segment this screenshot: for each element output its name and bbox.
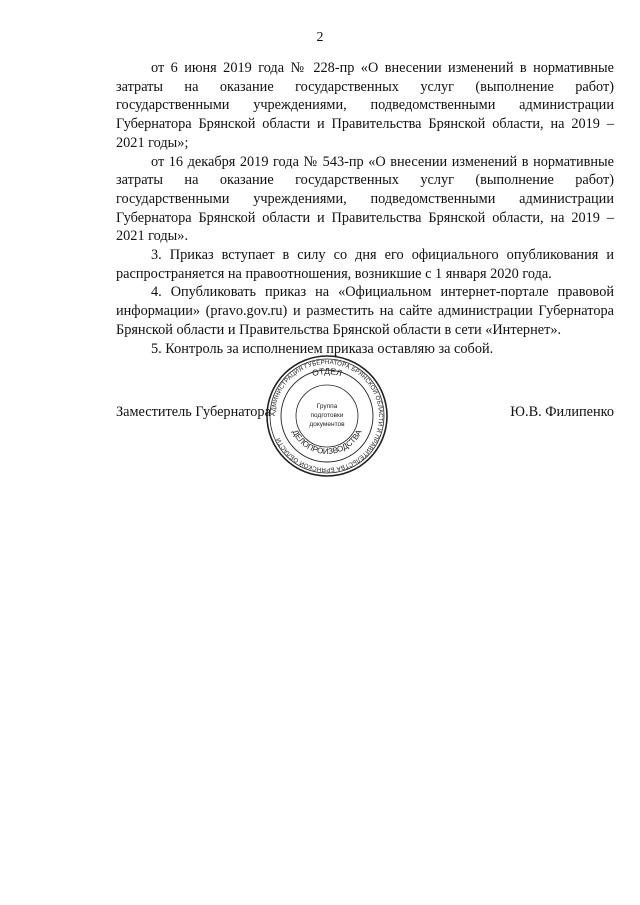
stamp-division-text: ДЕЛОПРОИЗВОДСТВА: [290, 428, 364, 457]
stamp-center-line-1: Группа: [316, 403, 338, 410]
page-number: 2: [316, 30, 324, 45]
paragraph-effective-date: 3. Приказ вступает в силу со дня его официального опубликования и распространяется на правоотношения, возникшие с 1 января 2020 года.: [116, 247, 614, 282]
official-stamp: [265, 354, 389, 478]
svg-text:ДЕЛОПРОИЗВОДСТВА: [290, 428, 363, 456]
paragraph-order-228: от 6 июня 2019 года № 228-пр «О внесении изменений в нормативные затраты на оказание государственных услуг (выполнение работ) государственными учреждениями, подведомственными администрации Губернатора Брянской области и Правительства Брянской области, на 2019 – 2021 годы»;: [116, 60, 614, 151]
paragraph-order-543: от 16 декабря 2019 года № 543-пр «О внесении изменений в нормативные затраты на оказание государственных услуг (выполнение работ) государственными учреждениями, подведомственными администрации Губернатора Брянской области и Правительства Брянской области, на 2019 – 2021 годы».: [116, 153, 614, 245]
signatory-name: Ю.В. Филипенко: [510, 404, 614, 420]
paragraph-control: 5. Контроль за исполнением приказа оставляю за собой.: [151, 340, 494, 357]
stamp-department-text: ОТДЕЛ: [310, 365, 344, 379]
stamp-center-line-2: подготовки: [310, 412, 344, 419]
paragraph-publication: 4. Опубликовать приказ на «Официальном интернет-портале правовой информации» (pravo.gov.ru) и разместить на сайте администрации Губернатора Брянской области и Правительства Брянской области в сети «Интернет».: [116, 284, 614, 338]
stamp-outer-text: АДМИНИСТРАЦИЯ ГУБЕРНАТОРА БРЯНСКОЙ ОБЛАСТИ И ПРАВИТЕЛЬСТВА БРЯНСКОЙ ОБЛАСТИ: [269, 358, 385, 474]
document-body: [116, 59, 614, 358]
svg-text:ОТДЕЛ: [311, 366, 343, 378]
stamp-center-line-3: документов: [309, 421, 345, 428]
signatory-position: Заместитель Губернатора: [116, 404, 271, 420]
